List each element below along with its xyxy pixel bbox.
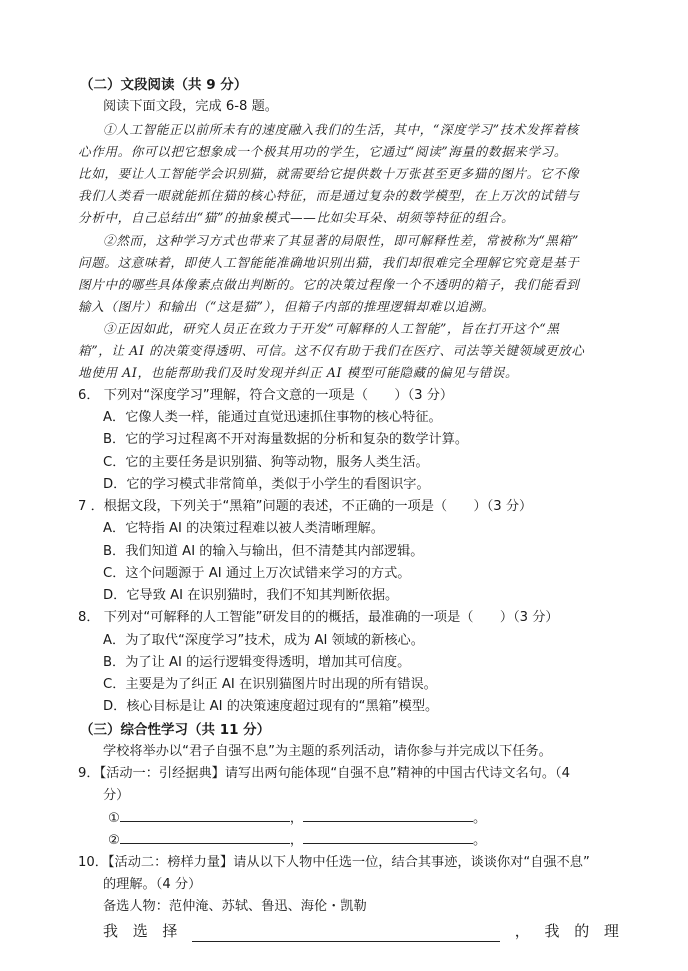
passage-line: 问题。这意味着，即使人工智能能准确地识别出猫，我们却很难完全理解它究竟是基于 (78, 255, 580, 270)
choice-blank[interactable] (192, 925, 500, 942)
option-a: A．为了取代“深度学习”技术，成为 AI 领域的新核心。 (103, 633, 424, 648)
passage-line: 我们人类看一眼就能抓住猫的核心特征，而是通过复杂的数学模型，在上万次的试错与 (78, 188, 580, 203)
passage-line: 分析中，自己总结出“猫”的抽象模式——比如尖耳朵、胡须等特征的组合。 (78, 210, 515, 225)
question-10: 10．【活动二：榜样力量】请从以下人物中任选一位，结合其事迹，谈谈你对“自强不息” (78, 855, 590, 870)
section-title-reading: （二）文段阅读（共 9 分） (80, 77, 248, 93)
question-stem: 7 ．根据文段，下列关于“黑箱”问题的表述，不正确的一项是（ ）（3 分） (78, 499, 533, 514)
passage-line: 箱”，让 AI 的决策变得透明、可信。这不仅有助于我们在医疗、司法等关键领域更放心 (78, 343, 585, 358)
activity-intro: 学校将举办以“君子自强不息”为主题的系列活动，请你参与并完成以下任务。 (103, 744, 552, 759)
passage-line: 输入（图片）和输出（“这是猫”），但箱子内部的推理逻辑却难以追溯。 (78, 299, 495, 314)
passage-line: 图片中的哪些具体像素点做出判断的。它的决策过程像一个不透明的箱子，我们能看到 (78, 277, 580, 292)
comma: ， (289, 811, 304, 826)
passage-line: 地使用 AI，也能帮助我们及时发现并纠正 AI 模型可能隐藏的偏见与错误。 (78, 365, 519, 380)
question-stem: 8． 下列对“可解释的人工智能”研发目的的概括，最准确的一项是（ ）（3 分） (78, 610, 559, 625)
choose-word-2: 选 (132, 922, 148, 940)
passage-line: 比如，要让人工智能学会识别猫，就需要给它提供数十万张甚至更多猫的图片。它不像 (78, 166, 580, 181)
reading-instruction: 阅读下面文段，完成 6-8 题。 (103, 99, 278, 114)
choose-word-3: 择 (162, 922, 178, 940)
question-9-score: 分） (103, 788, 130, 803)
question-9: 9．【活动一：引经据典】请写出两句能体现“自强不息”精神的中国古代诗文名句。（4 (78, 766, 570, 781)
question-10-score: 的理解。（4 分） (103, 877, 202, 892)
reason-word-3: 理 (603, 922, 619, 940)
answer-blank-1a[interactable] (120, 807, 290, 822)
answer-line-2 (108, 829, 486, 852)
reason-word-2: 的 (574, 922, 590, 940)
comma: ， (289, 833, 304, 848)
option-a: A．它特指 AI 的决策过程难以被人类清晰理解。 (103, 521, 384, 536)
option-c: C．主要是为了纠正 AI 在识别猫图片时出现的所有错误。 (103, 677, 437, 692)
answer-line-1 (108, 807, 486, 830)
answer-blank-2a[interactable] (120, 829, 290, 844)
passage-line: ①人工智能正以前所未有的速度融入我们的生活，其中，“深度学习”技术发挥着核 (103, 122, 579, 137)
option-c: C．这个问题源于 AI 通过上万次试错来学习的方式。 (103, 566, 411, 581)
section-title-comprehensive: （三）综合性学习（共 11 分） (80, 722, 271, 738)
answer-blank-2b[interactable] (303, 829, 473, 844)
option-b: B．我们知道 AI 的输入与输出，但不清楚其内部逻辑。 (103, 544, 424, 559)
period: 。 (473, 833, 487, 848)
passage-line: 心作用。你可以把它想象成一个极其用功的学生，它通过“阅读”海量的数据来学习。 (78, 144, 568, 159)
option-d: D．核心目标是让 AI 的决策速度超过现有的“黑箱”模型。 (103, 699, 439, 714)
choose-word-1: 我 (103, 922, 119, 940)
option-d: D．它导致 AI 在识别猫时，我们不知其判断依据。 (103, 588, 399, 603)
answer-blank-1b[interactable] (303, 807, 473, 822)
comma: ， (514, 922, 530, 940)
option-c: C．它的主要任务是识别猫、狗等动物，服务人类生活。 (103, 455, 429, 470)
question-stem: 6． 下列对“深度学习”理解，符合文意的一项是（ ）（3 分） (78, 388, 454, 403)
passage-line: ③正因如此，研究人员正在致力于开发“可解释的人工智能”，旨在打开这个“黑 (103, 321, 560, 336)
option-a: A．它像人类一样，能通过直觉迅速抓住事物的核心特征。 (103, 410, 442, 425)
blank-marker-2: ② (108, 833, 120, 848)
blank-marker-1: ① (108, 811, 120, 826)
reason-word-1: 我 (544, 922, 560, 940)
period: 。 (473, 811, 487, 826)
option-b: B．它的学习过程离不开对海量数据的分析和复杂的数学计算。 (103, 432, 469, 447)
choice-answer-line (103, 920, 619, 942)
option-b: B．为了让 AI 的运行逻辑变得透明，增加其可信度。 (103, 655, 411, 670)
option-d: D．它的学习模式非常简单，类似于小学生的看图识字。 (103, 477, 430, 492)
candidate-list: 备选人物：范仲淹、苏轼、鲁迅、海伦・凯勒 (103, 899, 367, 914)
passage-line: ②然而，这种学习方式也带来了其显著的局限性，即可解释性差，常被称为“黑箱” (103, 233, 579, 248)
